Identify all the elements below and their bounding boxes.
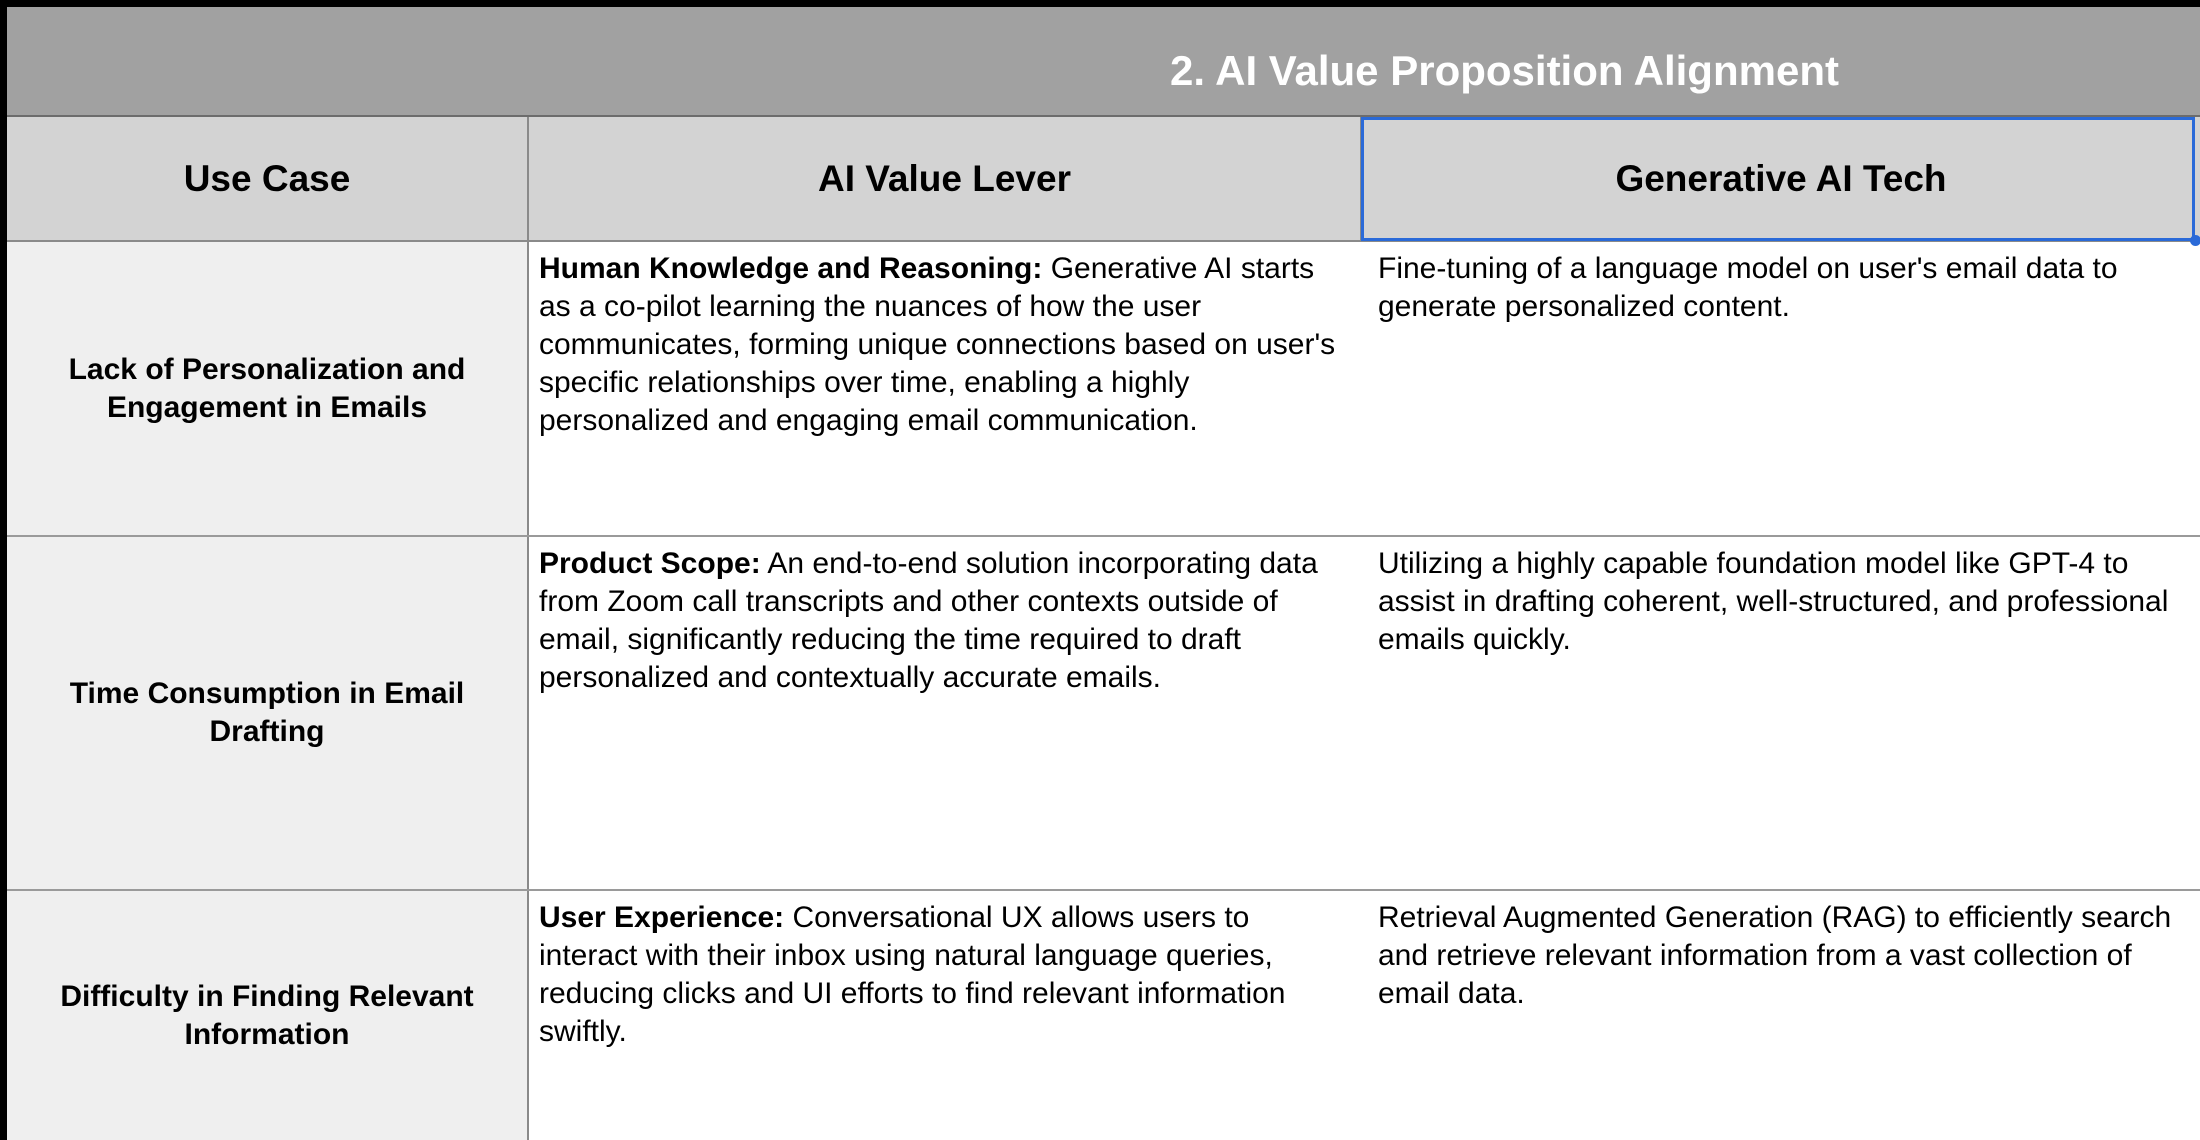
use-case-text: Lack of Personalization and Engagement in Emails bbox=[68, 352, 466, 424]
value-lever-cell[interactable] bbox=[529, 242, 1362, 535]
lever-text: Generative AI starts as a co-pilot learning the nuances of how the user communicates, forming unique connections based on user's specific relationships over time, enabling a highly personalized and engaging email communication. bbox=[539, 252, 1336, 437]
header-ai-value-lever[interactable]: AI Value Lever bbox=[529, 117, 1362, 240]
sheet-title: 2. AI Value Proposition Alignment bbox=[1170, 47, 1839, 94]
use-case-cell[interactable] bbox=[7, 891, 529, 1140]
table-row bbox=[7, 242, 2200, 537]
use-case-text: Difficulty in Finding Relevant Information bbox=[60, 979, 474, 1051]
value-lever-cell[interactable] bbox=[529, 537, 1362, 889]
lever-title: Human Knowledge and Reasoning: bbox=[539, 252, 1043, 285]
use-case-text: Time Consumption in Email Drafting bbox=[69, 677, 465, 748]
left-border bbox=[0, 0, 7, 1140]
lever-text: Conversational UX allows users to interact with their inbox using natural language queries, reducing clicks and UI efforts to find relevant information swiftly. bbox=[539, 901, 1286, 1048]
use-case-cell[interactable] bbox=[7, 537, 529, 889]
selected-cell-outline[interactable] bbox=[1361, 117, 2195, 241]
top-border bbox=[0, 0, 2200, 7]
gen-ai-tech-cell[interactable]: Utilizing a highly capable foundation model like GPT-4 to assist in drafting coherent, well-structured, and professional emails quickly. bbox=[1378, 547, 2169, 656]
value-lever-cell[interactable] bbox=[529, 891, 1362, 1140]
lever-text: An end-to-end solution incorporating data from Zoom call transcripts and other contexts outside of email, significantly reducing the time required to draft personalized and contextually accurate emails. bbox=[539, 547, 1318, 694]
header-use-case[interactable]: Use Case bbox=[7, 117, 529, 240]
table-row bbox=[7, 537, 2200, 891]
table-row bbox=[7, 891, 2200, 1140]
title-band[interactable] bbox=[7, 7, 2200, 117]
lever-title: User Experience: bbox=[539, 901, 785, 934]
use-case-cell[interactable] bbox=[7, 242, 529, 535]
lever-title: Product Scope: bbox=[539, 547, 761, 580]
gen-ai-tech-cell[interactable]: Fine-tuning of a language model on user's email data to generate personalized content. bbox=[1378, 252, 2118, 323]
header-generative-ai-tech[interactable]: Generative AI Tech bbox=[1615, 157, 1947, 199]
gen-ai-tech-cell[interactable]: Retrieval Augmented Generation (RAG) to efficiently search and retrieve relevant information from a vast collection of email data. bbox=[1378, 901, 2172, 1010]
